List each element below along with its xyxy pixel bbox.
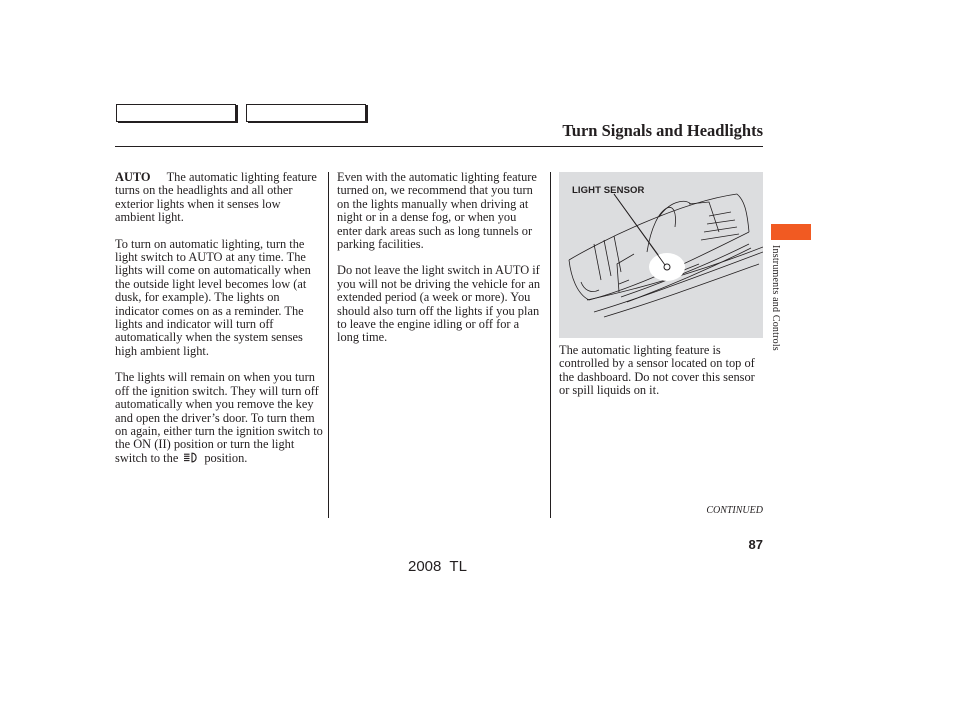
title-divider bbox=[115, 146, 763, 147]
column-divider-1 bbox=[328, 172, 329, 518]
ignition-paragraph bbox=[115, 371, 323, 466]
column-divider-2 bbox=[550, 172, 551, 518]
model-footer: 2008 TL bbox=[408, 558, 467, 575]
light-sensor-illustration bbox=[559, 172, 763, 338]
ignition-text: The lights will remain on when you turn off the ignition switch. They will turn off automatically when you remove the key and open the driver’s door. To turn them on again, either turn the ignition switch to the ON (II) position or turn the light switch to the bbox=[115, 370, 323, 465]
continued-label: CONTINUED bbox=[706, 505, 763, 516]
turn-on-paragraph: To turn on automatic lighting, turn the light switch to AUTO at any time. The lights will come on automatically when the outside light level becomes low (at dusk, for example). The lights on indicator comes on as a reminder. The lights and indicator will turn off automatically when the system senses high ambient light. bbox=[115, 236, 311, 358]
left-column bbox=[115, 171, 323, 479]
auto-paragraph bbox=[115, 171, 323, 225]
middle-column bbox=[337, 171, 543, 358]
sensor-leader-line bbox=[614, 194, 665, 265]
do-not-leave-paragraph: Do not leave the light switch in AUTO if you will not be driving the vehicle for an extended period (a week or more). You should also turn off the lights if you plan to leave the engine idling or off for a long time. bbox=[337, 263, 541, 345]
section-tab[interactable] bbox=[771, 224, 811, 240]
auto-heading: AUTO bbox=[115, 170, 151, 184]
section-label: Instruments and Controls bbox=[770, 245, 781, 351]
dashboard-drawing bbox=[559, 172, 763, 338]
sensor-highlight bbox=[649, 253, 685, 281]
recommend-paragraph: Even with the automatic lighting feature turned on, we recommend that you turn on the lights manually when driving at night or in a dense fog, or when you enter dark areas such as long tunnels or parking facilities. bbox=[337, 170, 537, 252]
light-sensor-label: LIGHT SENSOR bbox=[572, 185, 645, 196]
headlight-icon bbox=[183, 452, 199, 466]
page-title: Turn Signals and Headlights bbox=[562, 121, 763, 140]
auto-text: The automatic lighting feature turns on the headlights and all other exterior lights when it senses low ambient light. bbox=[115, 170, 317, 225]
nav-button-1[interactable] bbox=[116, 104, 236, 122]
position-text: position. bbox=[204, 450, 248, 465]
right-column-caption: The automatic lighting feature is controlled by a sensor located on top of the dashboard. Do not cover this sensor or spill liquids on it. bbox=[559, 343, 755, 398]
nav-button-2[interactable] bbox=[246, 104, 366, 122]
page-number: 87 bbox=[748, 537, 763, 552]
